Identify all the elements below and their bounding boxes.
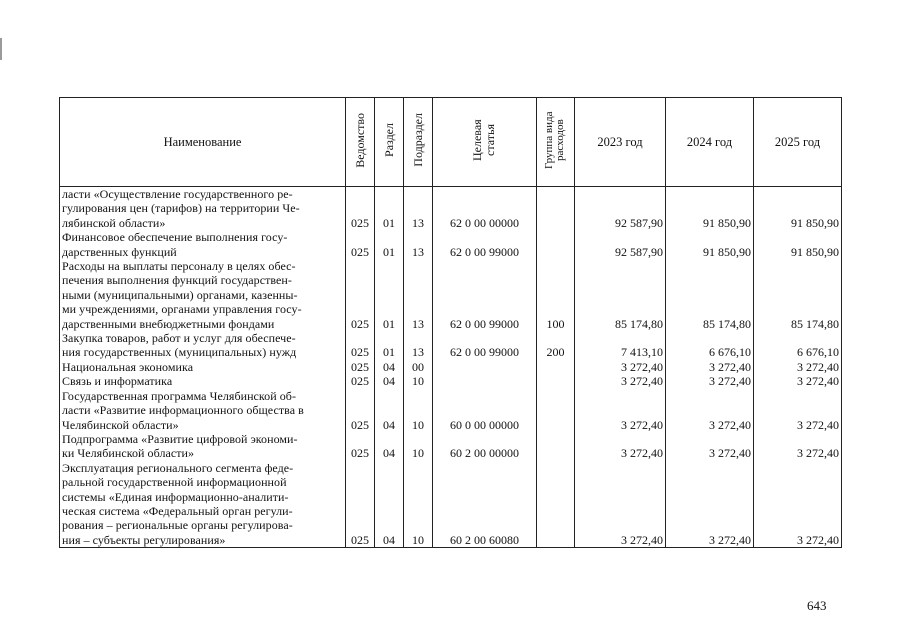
row-vedomstvo: 025 [346,259,375,331]
row-vedomstvo: 025 [346,360,375,374]
row-2024: 85 174,80 [666,259,754,331]
row-2024: 6 676,10 [666,331,754,360]
table-row [60,331,842,360]
header-podrazdel-label: Подраздел [411,113,425,168]
header-razdel [375,98,404,187]
header-gruppa-label: Группа вида расходов [542,111,566,170]
header-2025: 2025 год [754,98,842,187]
table-row [60,374,842,388]
header-gruppa-vida-rashodov [537,98,575,187]
row-celevaya-statya: 60 0 00 00000 [433,389,537,432]
row-podrazdel: 13 [404,230,433,259]
header-razdel-label: Раздел [382,123,396,158]
row-gruppa [537,461,575,548]
row-2025: 3 272,40 [754,360,842,374]
row-gruppa: 200 [537,331,575,360]
row-razdel: 04 [375,389,404,432]
row-gruppa [537,187,575,231]
row-razdel: 04 [375,360,404,374]
row-vedomstvo: 025 [346,331,375,360]
row-podrazdel: 10 [404,461,433,548]
row-gruppa [537,230,575,259]
row-celevaya-statya: 60 2 00 00000 [433,432,537,461]
row-vedomstvo: 025 [346,432,375,461]
row-celevaya-statya: 60 2 00 60080 [433,461,537,548]
row-vedomstvo: 025 [346,461,375,548]
header-podrazdel [404,98,433,187]
row-2023: 7 413,10 [575,331,666,360]
row-2023: 92 587,90 [575,187,666,231]
table-row [60,461,842,548]
table-row [60,230,842,259]
table-header-row [60,98,842,187]
table-row [60,259,842,331]
table-row [60,187,842,231]
row-gruppa [537,432,575,461]
row-name: Финансовое обеспечение выполнения госу- дарственных функций [60,230,346,259]
table-row [60,360,842,374]
row-2024: 3 272,40 [666,374,754,388]
table-row [60,432,842,461]
row-celevaya-statya: 62 0 00 99000 [433,331,537,360]
row-vedomstvo: 025 [346,230,375,259]
row-vedomstvo: 025 [346,374,375,388]
row-2023: 3 272,40 [575,389,666,432]
row-2023: 3 272,40 [575,432,666,461]
row-podrazdel: 13 [404,259,433,331]
row-podrazdel: 13 [404,331,433,360]
row-gruppa [537,389,575,432]
row-2023: 3 272,40 [575,360,666,374]
header-vedomstvo-label: Ведомство [353,112,367,168]
budget-table [59,97,842,548]
row-gruppa: 100 [537,259,575,331]
row-name: Расходы на выплаты персоналу в целях обес- печения выполнения функций государствен- ными (муниципальными) органами, казенны- ми учреждениями, органами управления госу- дарственными внебюджетными фондами [60,259,346,331]
row-name: Национальная экономика [60,360,346,374]
row-vedomstvo: 025 [346,187,375,231]
row-name: Государственная программа Челябинской об- ласти «Развитие информационного общества в Челябинской области» [60,389,346,432]
row-podrazdel: 13 [404,187,433,231]
row-name: Связь и информатика [60,374,346,388]
scan-edge-mark [0,38,2,60]
row-razdel: 04 [375,432,404,461]
row-gruppa [537,360,575,374]
row-name: Эксплуатация регионального сегмента феде- ральной государственной информационной системы «Единая информационно-аналити- ческая система «Федеральный орган регули- рования – региональные органы регулирова- ния – субъекты регулирования» [60,461,346,548]
row-celevaya-statya: 62 0 00 00000 [433,187,537,231]
row-2024: 3 272,40 [666,461,754,548]
header-celevaya-label: Целевая статья [469,119,497,162]
row-name: Подпрограмма «Развитие цифровой экономи- ки Челябинской области» [60,432,346,461]
row-celevaya-statya: 62 0 00 99000 [433,259,537,331]
row-2025: 91 850,90 [754,230,842,259]
row-celevaya-statya [433,374,537,388]
row-podrazdel: 00 [404,360,433,374]
row-2024: 91 850,90 [666,187,754,231]
row-2023: 92 587,90 [575,230,666,259]
row-2025: 3 272,40 [754,374,842,388]
row-gruppa [537,374,575,388]
row-2025: 85 174,80 [754,259,842,331]
row-2025: 91 850,90 [754,187,842,231]
row-razdel: 04 [375,374,404,388]
row-razdel: 01 [375,259,404,331]
header-vedomstvo [346,98,375,187]
page-number: 643 [807,598,827,613]
table-row [60,389,842,432]
row-2023: 3 272,40 [575,461,666,548]
row-2023: 3 272,40 [575,374,666,388]
header-2023: 2023 год [575,98,666,187]
row-2025: 3 272,40 [754,461,842,548]
row-2024: 91 850,90 [666,230,754,259]
row-razdel: 01 [375,230,404,259]
row-2025: 3 272,40 [754,432,842,461]
row-podrazdel: 10 [404,374,433,388]
header-celevaya-statya [433,98,537,187]
row-2023: 85 174,80 [575,259,666,331]
row-celevaya-statya [433,360,537,374]
row-vedomstvo: 025 [346,389,375,432]
row-2025: 3 272,40 [754,389,842,432]
header-name: Наименование [60,98,346,187]
row-razdel: 01 [375,187,404,231]
row-2024: 3 272,40 [666,360,754,374]
row-2024: 3 272,40 [666,389,754,432]
row-name: Закупка товаров, работ и услуг для обеспече- ния государственных (муниципальных) нужд [60,331,346,360]
row-razdel: 04 [375,461,404,548]
row-2024: 3 272,40 [666,432,754,461]
header-2024: 2024 год [666,98,754,187]
row-podrazdel: 10 [404,432,433,461]
row-2025: 6 676,10 [754,331,842,360]
row-celevaya-statya: 62 0 00 99000 [433,230,537,259]
row-name: ласти «Осуществление государственного ре- гулирования цен (тарифов) на территории Че- лябинской области» [60,187,346,231]
row-razdel: 01 [375,331,404,360]
row-podrazdel: 10 [404,389,433,432]
